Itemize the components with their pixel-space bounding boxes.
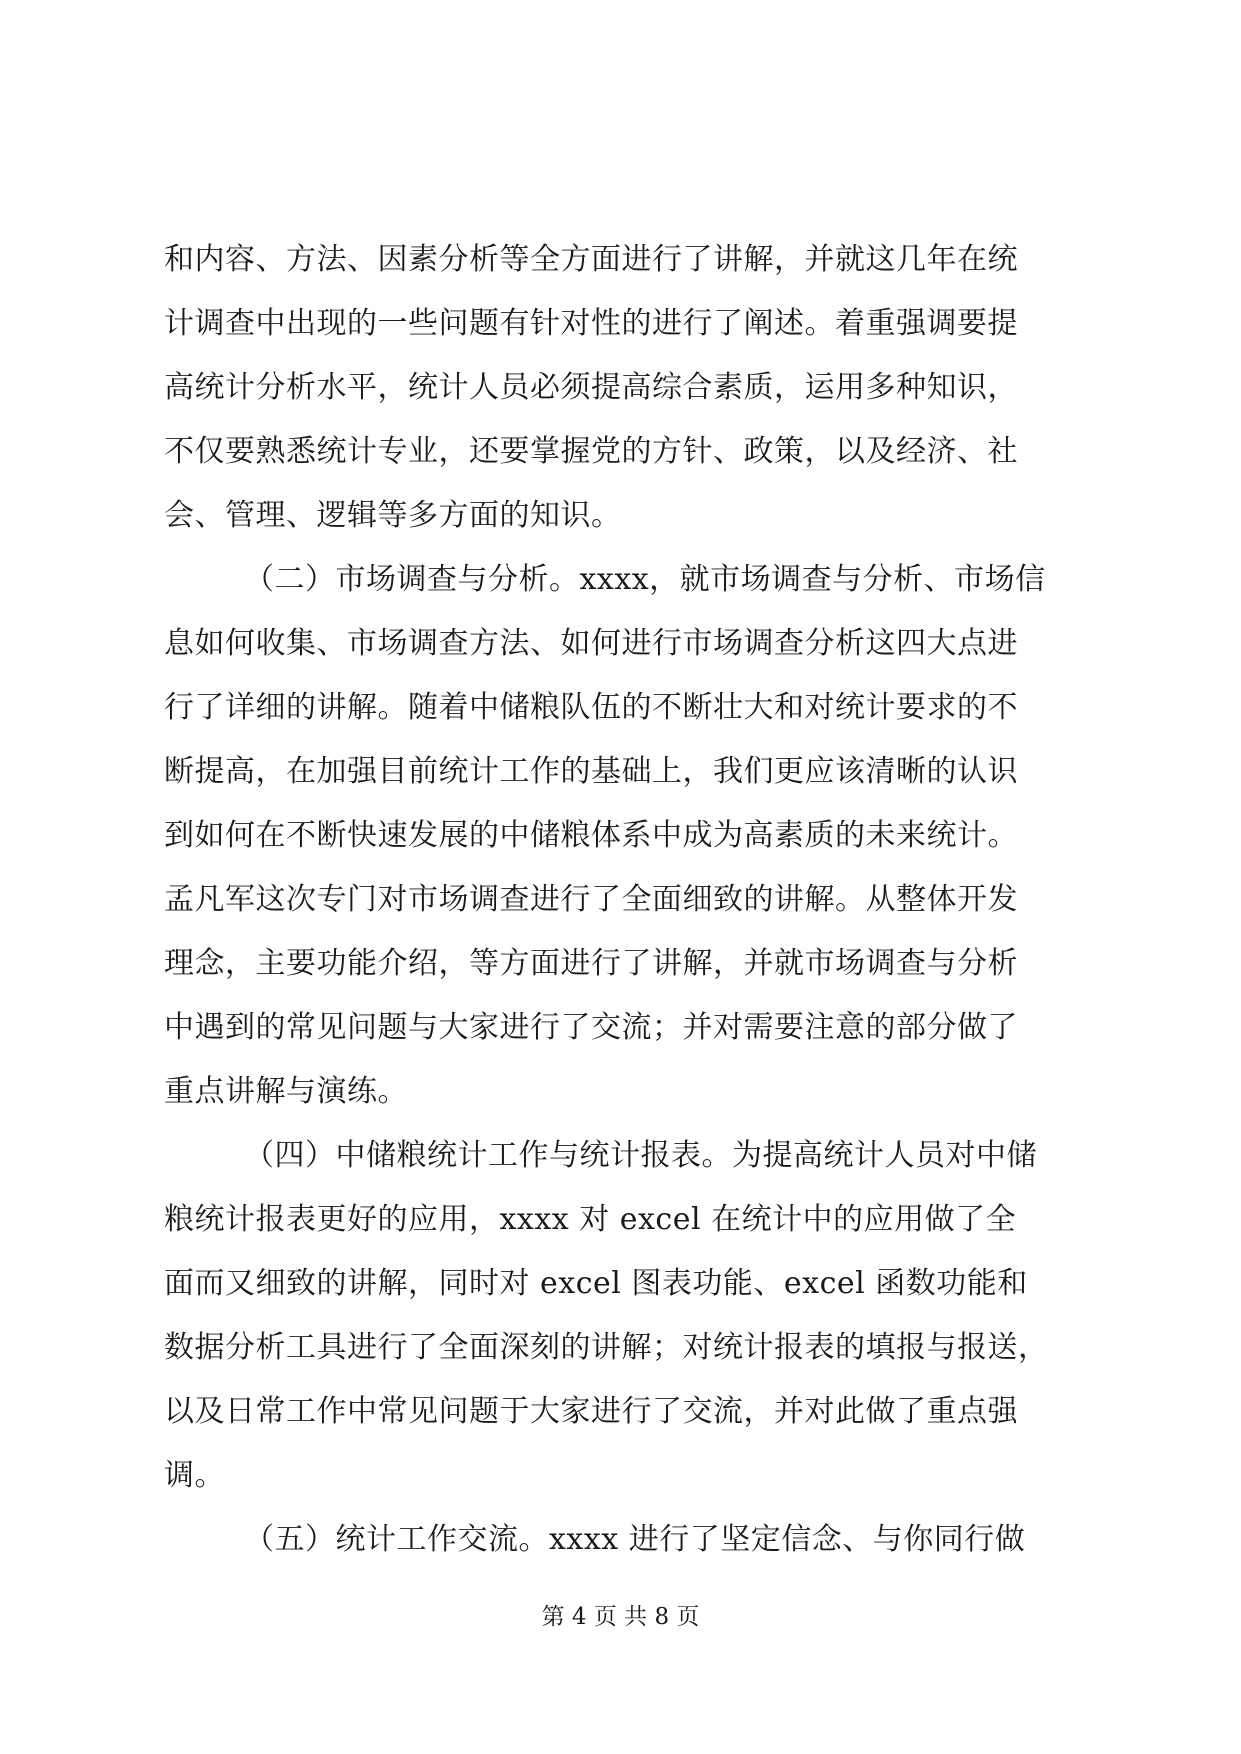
text-line: 会、管理、逻辑等多方面的知识。 xyxy=(164,498,622,533)
page-number-footer: 第 4 页 共 8 页 xyxy=(541,1604,700,1630)
text-line: 和内容、方法、因素分析等全方面进行了讲解，并就这几年在统 xyxy=(164,242,1018,277)
text-line: 数据分析工具进行了全面深刻的讲解；对统计报表的填报与报送， xyxy=(164,1330,1049,1365)
text-line: 中遇到的常见问题与大家进行了交流；并对需要注意的部分做了 xyxy=(164,1010,1018,1045)
text-line: 计调查中出现的一些问题有针对性的进行了阐述。着重强调要提 xyxy=(164,306,1018,341)
text-line: 面而又细致的讲解，同时对 excel 图表功能、excel 函数功能和 xyxy=(164,1266,1028,1301)
paragraph-continued xyxy=(164,228,1084,548)
text-line: 孟凡军这次专门对市场调查进行了全面细致的讲解。从整体开发 xyxy=(164,882,1018,917)
text-line: 调。 xyxy=(164,1458,225,1493)
text-line: 粮统计报表更好的应用，xxxx 对 excel 在统计中的应用做了全 xyxy=(164,1202,1017,1237)
text-line: 不仅要熟悉统计专业，还要掌握党的方针、政策，以及经济、社 xyxy=(164,434,1018,469)
text-line: 理念，主要功能介绍，等方面进行了讲解，并就市场调查与分析 xyxy=(164,946,1018,981)
text-line: 行了详细的讲解。随着中储粮队伍的不断壮大和对统计要求的不 xyxy=(164,690,1018,725)
text-line: （二）市场调查与分析。xxxx，就市场调查与分析、市场信 xyxy=(244,562,1046,597)
paragraph-work-exchange xyxy=(164,1508,1084,1572)
text-line: 重点讲解与演练。 xyxy=(164,1074,408,1109)
document-body xyxy=(164,228,1084,1572)
text-line: 高统计分析水平，统计人员必须提高综合素质，运用多种知识， xyxy=(164,370,1018,405)
paragraph-statistics-reports xyxy=(164,1124,1084,1508)
paragraph-market-survey xyxy=(164,548,1084,1124)
text-line: （四）中储粮统计工作与统计报表。为提高统计人员对中储 xyxy=(244,1138,1037,1173)
text-line: 断提高，在加强目前统计工作的基础上，我们更应该清晰的认识 xyxy=(164,754,1018,789)
text-line: 到如何在不断快速发展的中储粮体系中成为高素质的未来统计。 xyxy=(164,818,1018,853)
text-line: 息如何收集、市场调查方法、如何进行市场调查分析这四大点进 xyxy=(164,626,1018,661)
text-line: 以及日常工作中常见问题于大家进行了交流，并对此做了重点强 xyxy=(164,1394,1018,1429)
text-line: （五）统计工作交流。xxxx 进行了坚定信念、与你同行做 xyxy=(244,1522,1026,1557)
